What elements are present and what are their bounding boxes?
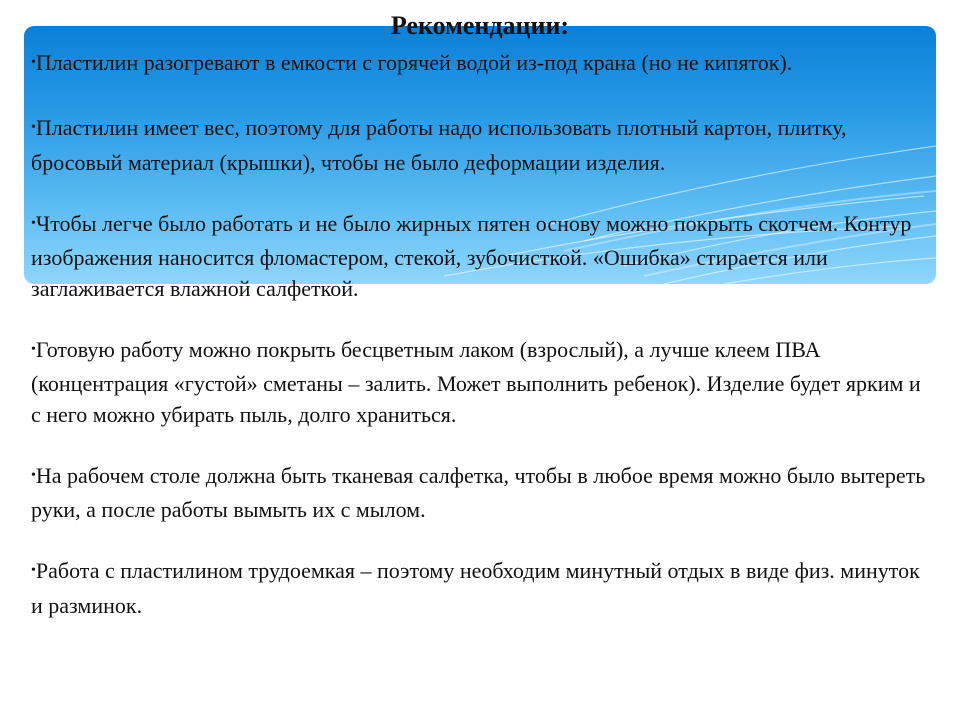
recommendations-list: [31, 48, 931, 652]
list-item: [31, 209, 931, 305]
bullet-icon: •: [31, 120, 36, 135]
list-item: [31, 113, 931, 178]
bullet-icon: •: [31, 563, 36, 578]
list-item: [31, 48, 931, 83]
list-item: [31, 556, 931, 621]
list-item: [31, 335, 931, 431]
bullet-icon: •: [31, 467, 36, 483]
bullet-icon: •: [31, 215, 36, 231]
list-item: [31, 461, 931, 526]
list-item-text: Готовую работу можно покрыть бесцветным лаком (взрослый), а лучше клеем ПВА (концентрация «густой» сметаны – залить. Может выполнить ребенок). Изделие будет ярким и с него можно убирать пыль, долго храниться.: [31, 336, 921, 427]
list-item-text: На рабочем столе должна быть тканевая салфетка, чтобы в любое время можно было вытереть руки, а после работы вымыть их с мылом.: [31, 462, 926, 522]
bullet-icon: •: [31, 341, 36, 357]
bullet-icon: •: [31, 55, 36, 70]
list-item-text: Пластилин имеет вес, поэтому для работы надо использовать плотный картон, плитку, бросовый материал (крышки), чтобы не было деформации изделия.: [31, 115, 847, 175]
slide-title: Рекомендации:: [390, 11, 570, 40]
list-item-text: Чтобы легче было работать и не было жирных пятен основу можно покрыть скотчем. Контур изображения наносится фломастером, стекой, зубочисткой. «Ошибка» стирается или заглаживается влажной салфеткой.: [31, 210, 912, 301]
list-item-text: Работа с пластилином трудоемкая – поэтому необходим минутный отдых в виде физ. минуток и разминок.: [31, 558, 920, 618]
list-item-text: Пластилин разогревают в емкости с горячей водой из-под крана (но не кипяток).: [35, 50, 793, 75]
